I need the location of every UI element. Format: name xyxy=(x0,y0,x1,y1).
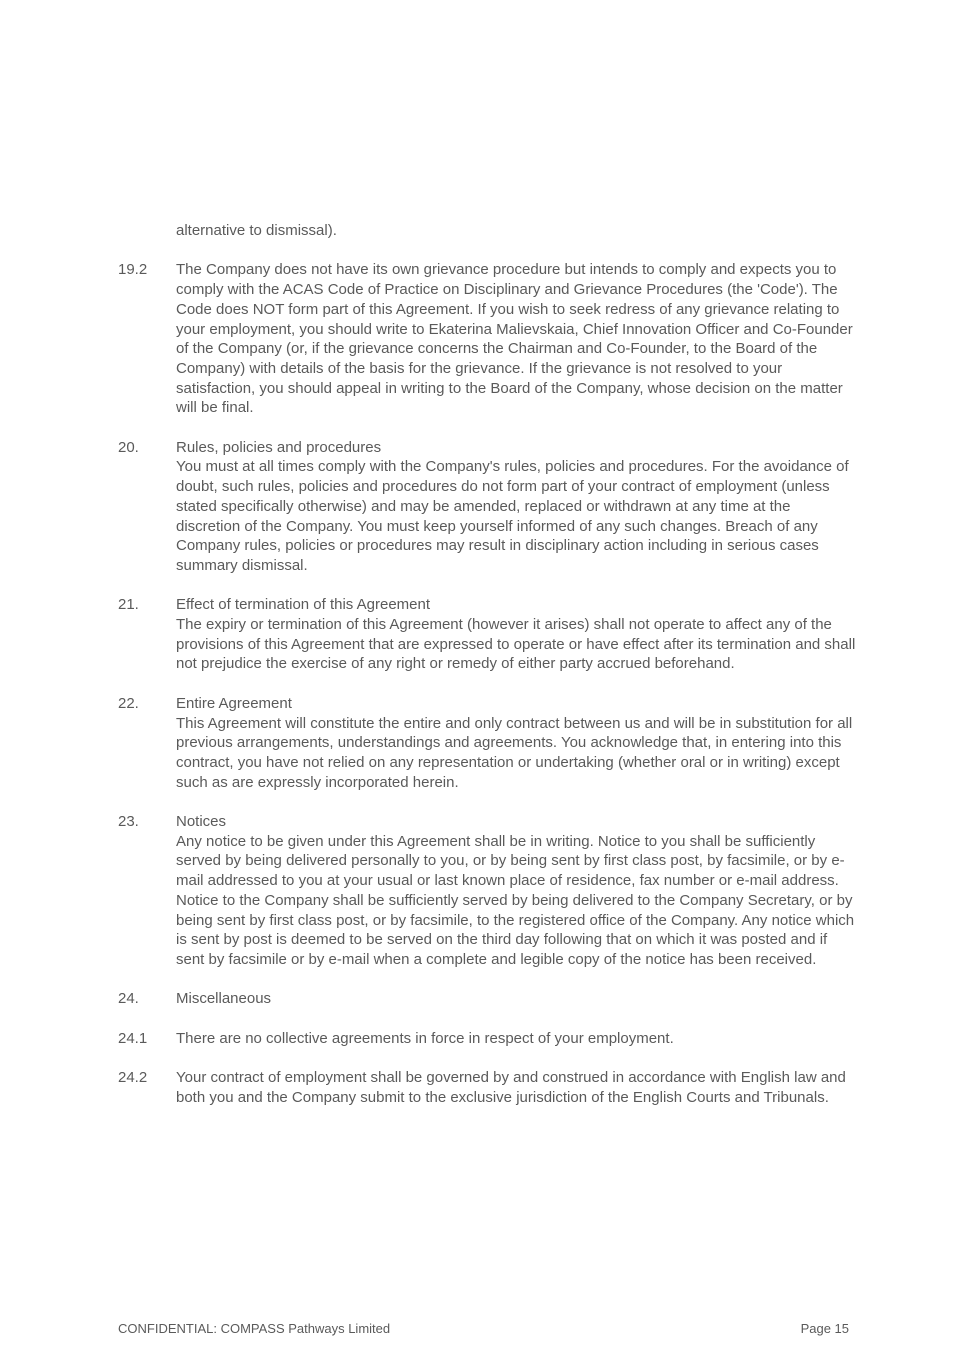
clause-22 xyxy=(118,694,858,793)
clause-heading: Rules, policies and procedures xyxy=(176,438,382,456)
clause-24-2 xyxy=(118,1068,858,1107)
footer-confidential: CONFIDENTIAL: COMPASS Pathways Limited xyxy=(118,1321,391,1336)
clause-number: 22. xyxy=(118,694,139,712)
clause-number: 19.2 xyxy=(118,261,148,279)
clause-text: Your contract of employment shall be governed by and construed in accordance with English law and both you and the Company submit to the exclusive jurisdiction of the English Courts and Tribunals. xyxy=(176,1069,846,1106)
clause-text: The expiry or termination of this Agreement (however it arises) shall not operate to affect any of the provisions of this Agreement that are expressed to operate or have effect after its termination and shall not prejudice the exercise of any right or remedy of either party accrued beforehand. xyxy=(176,616,856,673)
document-body xyxy=(118,221,858,1127)
clause-21 xyxy=(118,595,858,674)
clause-number: 20. xyxy=(118,438,139,456)
clause-19-2 xyxy=(118,260,858,418)
clause-number: 24.2 xyxy=(118,1069,148,1087)
clause-text: The Company does not have its own grievance procedure but intends to comply and expects you to comply with the ACAS Code of Practice on Disciplinary and Grievance Procedures (the 'Code'). The Code does NOT form part of this Agreement. If you wish to seek redress of any grievance relating to your employment, you should write to Ekaterina Malievskaia, Chief Innovation Officer and Co-Founder of the Company (or, if the grievance concerns the Chairman and Co-Founder, to the Board of the Company) with details of the basis for the grievance. If the grievance is not resolved to your satisfaction, you should appeal in writing to the Board of the Company, whose decision on the matter will be final. xyxy=(176,261,853,417)
clause-24 xyxy=(118,989,858,1009)
clause-heading: Notices xyxy=(176,813,227,831)
continuation-text: alternative to dismissal). xyxy=(176,222,337,239)
clause-text: This Agreement will constitute the entire and only contract between us and will be in substitution for all previous arrangements, understandings and agreements. You acknowledge that, in entering into this contract, you have not relied on any representation or undertaking (whether oral or in writing) except such as are expressly incorporated herein. xyxy=(176,714,853,791)
clause-number: 21. xyxy=(118,596,139,614)
page-number: Page 15 xyxy=(800,1321,849,1336)
clause-number: 24.1 xyxy=(118,1029,148,1047)
clause-number: 23. xyxy=(118,813,139,831)
clause-text: Any notice to be given under this Agreement shall be in writing. Notice to you shall be sufficiently served by being delivered personally to you, or by being sent by first class post, by facsimile, or by e-mail addressed to you at your usual or last known place of residence, fax number or e-mail address. Notice to the Company shall be sufficiently served by being delivered to the Company Secretary, or by being sent by first class post, or by facsimile, to the registered office of the Company. Any notice which is sent by post is deemed to be served on the third day following that on which it was posted and if sent by facsimile or by e-mail when a complete and legible copy of the notice has been received. xyxy=(176,832,855,968)
clause-24-1 xyxy=(118,1029,858,1049)
clause-20 xyxy=(118,438,858,576)
clause-heading: Entire Agreement xyxy=(176,694,292,712)
clause-23 xyxy=(118,812,858,970)
clause-text: There are no collective agreements in force in respect of your employment. xyxy=(176,1029,674,1047)
page-footer xyxy=(118,1321,849,1336)
clause-heading: Effect of termination of this Agreement xyxy=(176,596,431,614)
clause-text: You must at all times comply with the Company's rules, policies and procedures. For the avoidance of doubt, such rules, policies and procedures do not form part of your contract of employment (unless stated specifically otherwise) and may be amended, replaced or withdrawn at any time at the discretion of the Company. You must keep yourself informed of any such changes. Breach of any Company rules, policies or procedures may result in disciplinary action including in serious cases summary dismissal. xyxy=(176,458,849,574)
clause-text: Miscellaneous xyxy=(176,990,272,1008)
clause-number: 24. xyxy=(118,990,139,1008)
